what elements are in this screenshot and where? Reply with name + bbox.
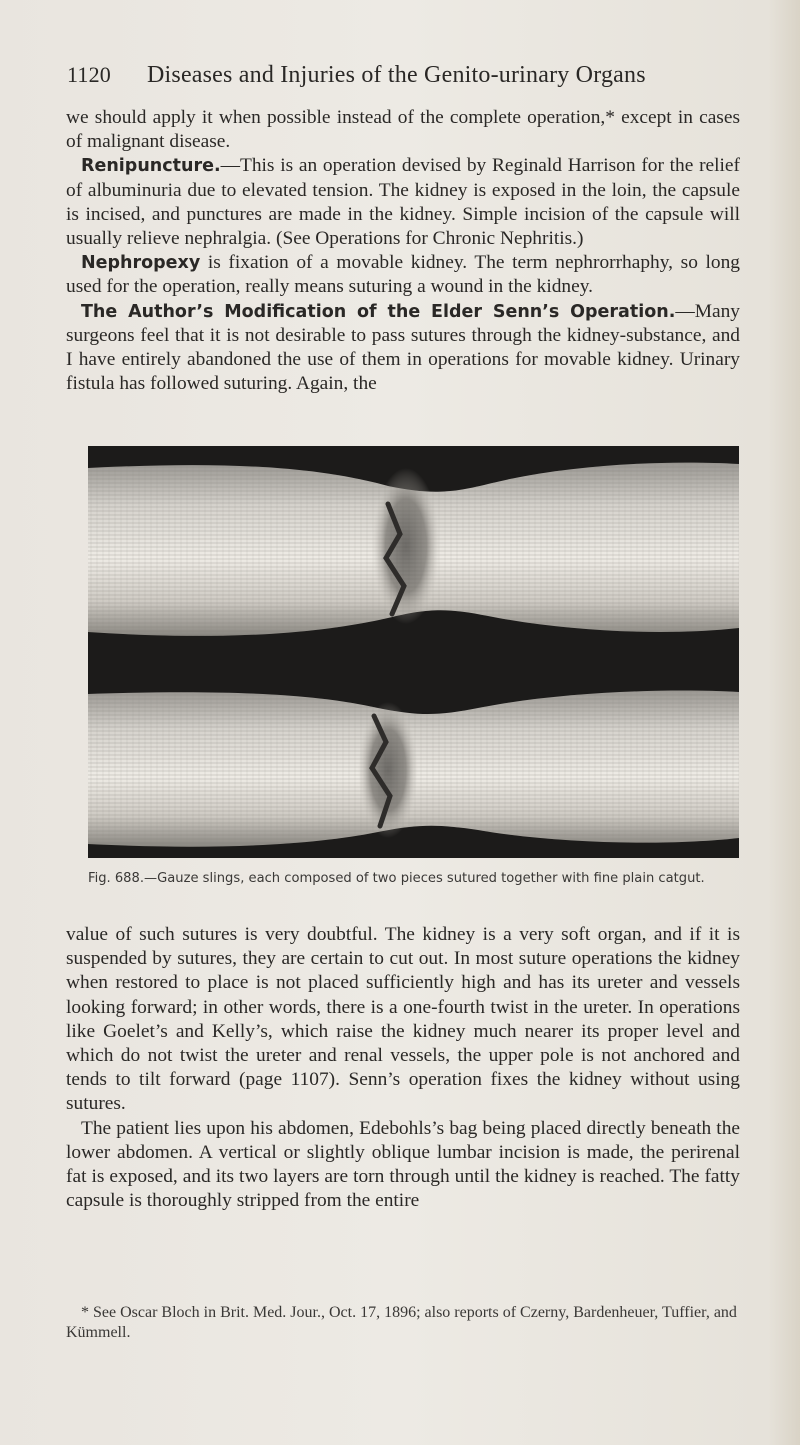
gauze-slings-photograph [88, 446, 739, 858]
running-title: Diseases and Injuries of the Genito-urinary Organs [147, 62, 646, 88]
footnote [66, 1303, 740, 1342]
paragraph-senn-modification [66, 300, 740, 397]
paragraph-text: we should apply it when possible instead of the complete operation,* except in cases of malignant disease. [66, 107, 740, 153]
paragraph-heading: Nephropexy [81, 253, 201, 274]
paragraph-text: is fixation of a movable kidney. The term nephrorrhaphy, so long used for the operation, really means suturing a wound in the kidney. [66, 252, 740, 298]
paragraph-renipuncture [66, 154, 740, 251]
footnote-text: * See Oscar Bloch in Brit. Med. Jour., Oct. 17, 1896; also reports of Czerny, Bardenheuer, Tuffier, and Kümmell. [66, 1304, 737, 1341]
page-number: 1120 [67, 62, 111, 87]
gauze-slings-illustration [88, 446, 739, 858]
paragraph-nephropexy [66, 251, 740, 299]
paragraph [66, 106, 740, 154]
figure-caption: Fig. 688.—Gauze slings, each composed of two pieces sutured together with fine plain catgut. [88, 871, 705, 886]
paragraph: value of such sutures is very doubtful. The kidney is a very soft organ, and if it is suspended by sutures, they are certain to cut out. In most suture operations the kidney when restored to place is not placed sufficiently high and has its ureter and vessels looking forward; in other words, there is a one-fourth twist in the ureter. In operations like Goelet’s and Kelly’s, which raise the kidney much nearer its proper level and which do not twist the ureter and renal vessels, the upper pole is not anchored and tends to tilt forward (page 1107). Senn’s operation fixes the kidney without using sutures. [66, 924, 740, 1115]
paragraph-text: —This is an operation devised by Reginald Harrison for the relief of albuminuria due to elevated tension. The kidney is exposed in the loin, the capsule is incised, and punctures are made in the kidney. Simple incision of the capsule will usually relieve nephralgia. (See Operations for Chronic Nephritis.) [66, 155, 740, 250]
paragraph: The patient lies upon his abdomen, Edebohls’s bag being placed directly beneath the lower abdomen. A vertical or slightly oblique lumbar incision is made, the perirenal fat is exposed, and its two layers are torn through until the kidney is reached. The fatty capsule is thoroughly stripped from the entire [66, 1117, 740, 1212]
body-text-top [66, 106, 740, 396]
paragraph-heading: Renipuncture. [81, 156, 221, 177]
body-text-bottom [66, 923, 740, 1213]
paragraph-heading: The Author’s Modification of the Elder Senn’s Operation. [81, 301, 676, 322]
paragraph-text: —Many surgeons feel that it is not desirable to pass sutures through the kidney-substance, and I have entirely abandoned the use of them in operations for movable kidney. Urinary fistula has followed suturing. Again, the [66, 300, 740, 395]
running-header [67, 62, 740, 92]
